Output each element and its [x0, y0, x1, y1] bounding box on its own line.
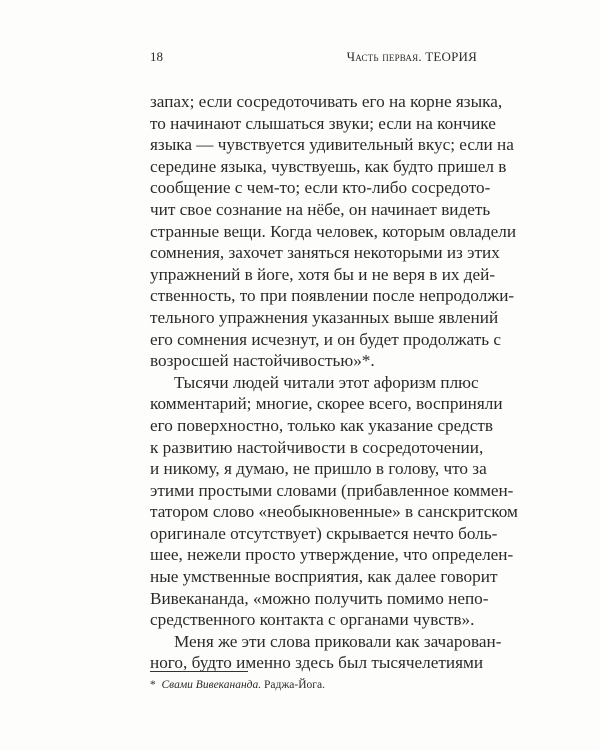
text-line: возросшей настойчивостью»*. [150, 351, 375, 371]
text-line: комментарий; многие, скорее всего, восприняли [150, 394, 503, 414]
footnote-rule [150, 671, 248, 672]
text-line: сомнения, захочет заняться некоторыми из этих [150, 243, 500, 263]
text-line: его поверхностно, только как указание средств [150, 415, 493, 435]
text-line: ного, будто именно здесь был тысячелетиями [150, 653, 484, 673]
text-line: Тысячи людей читали этот афоризм плюс [174, 372, 479, 392]
text-line: его сомнения исчезнут, и он будет продолжать с [150, 329, 501, 349]
text-line: запах; если сосредоточивать его на корне языка, [150, 92, 503, 111]
text-line: Меня же эти слова приковали как зачарован- [174, 631, 502, 651]
text-line: оригинале отсутствует) скрывается нечто боль- [150, 523, 498, 543]
running-head: Часть первая. ТЕОРИЯ [346, 49, 477, 64]
text-line: тельного упражнения указанных выше явлений [150, 307, 499, 327]
footnote-author: Свами Вивекананда. [161, 679, 262, 691]
page-number: 18 [150, 49, 163, 64]
text-line: ные умственные восприятия, как далее говорит [150, 567, 498, 587]
text-line: сообщение с чем-то; если кто-либо сосредото- [150, 178, 491, 198]
text-line: упражнений в йоге, хотя бы и не веря в их дей- [150, 264, 496, 284]
text-line: то начинают слышаться звуки; если на кончике [150, 113, 496, 133]
text-line: языка — чувствуется удивительный вкус; если на [150, 135, 514, 155]
text-line: этими простыми словами (прибавленное коммен- [150, 480, 514, 500]
text-line: шее, нежели просто утверждение, что определен- [150, 545, 514, 565]
text-line: к развитию настойчивости в сосредоточении, [150, 437, 484, 457]
body-text [150, 91, 518, 674]
footnote-marker: * [150, 679, 156, 691]
text-line: ственность, то при появлении после непродолжи- [150, 286, 515, 306]
text-line: татором слово «необыкновенные» в санскритском [150, 502, 518, 522]
text-line: средственного контакта с органами чувств». [150, 610, 475, 630]
footnote-title: Раджа-Йога. [264, 679, 325, 691]
text-line: середине языка, чувствуешь, как будто пришел в [150, 156, 507, 176]
text-line: и никому, я думаю, не пришло в голову, что за [150, 459, 487, 479]
footnote [150, 679, 325, 691]
text-line: Вивекананда, «можно получить помимо непо- [150, 588, 489, 608]
text-line: чит свое сознание на нёбе, он начинает видеть [150, 199, 491, 219]
text-line: странные вещи. Когда человек, которым овладели [150, 221, 517, 241]
